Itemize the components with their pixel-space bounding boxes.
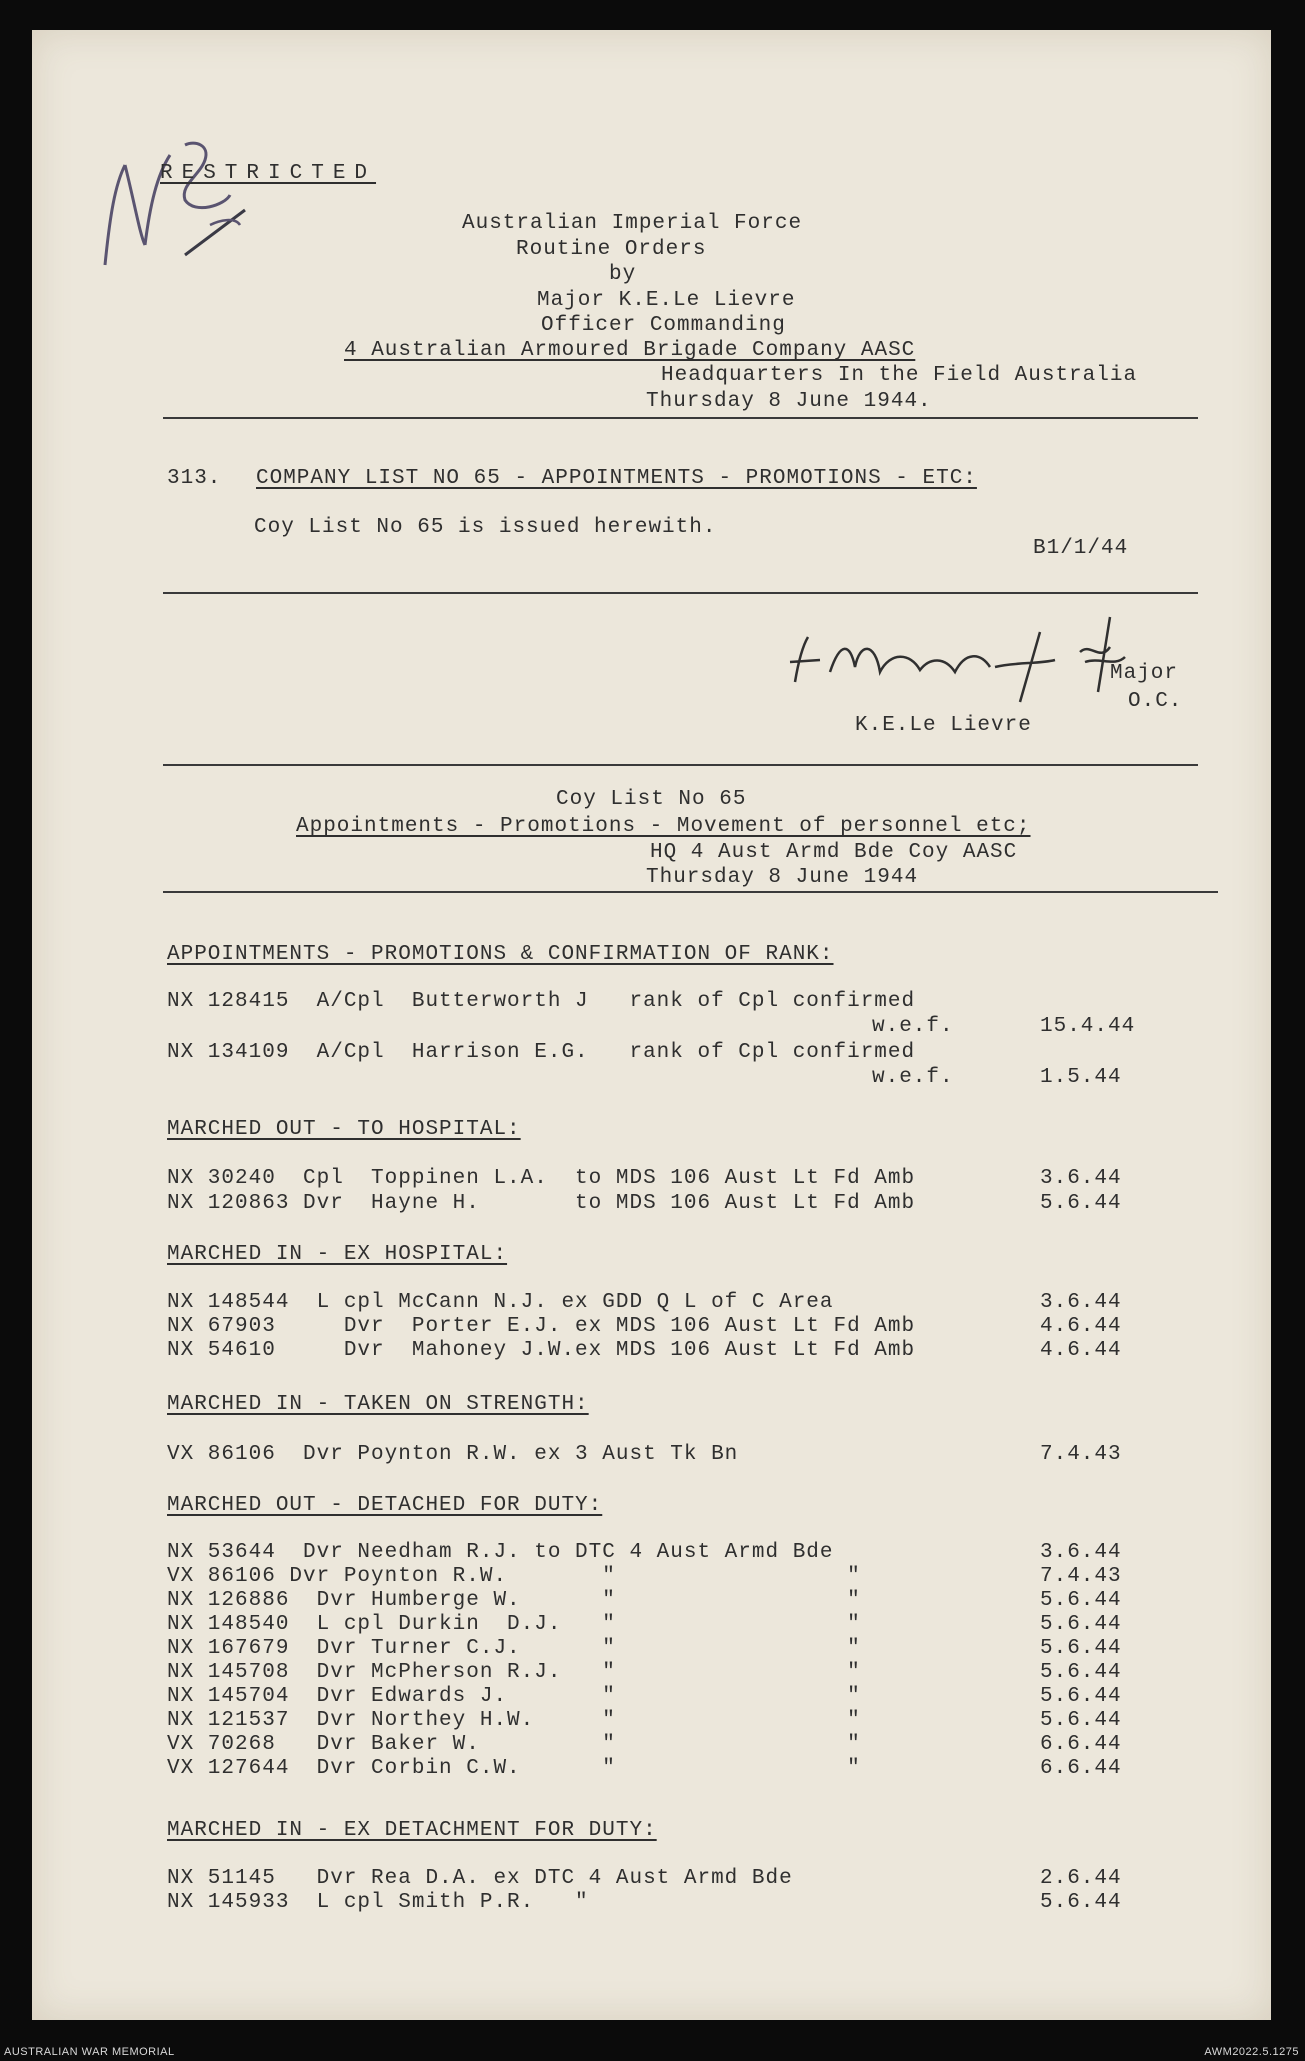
header-line-7: Headquarters In the Field Australia [661, 364, 1138, 387]
section-title-marched-in-strength: MARCHED IN - TAKEN ON STRENGTH: [167, 1393, 589, 1416]
table-row: NX 145933 L cpl Smith P.R. " [167, 1891, 589, 1914]
header-line-4: Major K.E.Le Lievre [537, 289, 796, 312]
signature-name: K.E.Le Lievre [855, 714, 1032, 737]
list-date: Thursday 8 June 1944 [646, 866, 919, 889]
section-title-marched-out-detached: MARCHED OUT - DETACHED FOR DUTY: [167, 1494, 603, 1517]
section-title-marched-in-detachment: MARCHED IN - EX DETACHMENT FOR DUTY: [167, 1819, 657, 1842]
footer-reference: AWM2022.5.1275 [1204, 2046, 1299, 2058]
list-title: Coy List No 65 [556, 788, 747, 811]
table-row-date: 7.4.43 [1040, 1565, 1122, 1588]
table-row-sub: w.e.f. [872, 1015, 954, 1038]
footer-source: AUSTRALIAN WAR MEMORIAL [4, 2046, 175, 2058]
table-row: NX 67903 Dvr Porter E.J. ex MDS 106 Aust Lt Fd Amb [167, 1315, 916, 1338]
table-row: VX 127644 Dvr Corbin C.W. " " [167, 1757, 861, 1780]
divider-2 [163, 592, 1198, 594]
table-row-date: 5.6.44 [1040, 1589, 1122, 1612]
table-row: NX 126886 Dvr Humberge W. " " [167, 1589, 861, 1612]
table-row: NX 148544 L cpl McCann N.J. ex GDD Q L of C Area [167, 1291, 834, 1314]
divider-4 [163, 891, 1218, 893]
table-row: NX 148540 L cpl Durkin D.J. " " [167, 1613, 861, 1636]
table-row-date: 5.6.44 [1040, 1192, 1122, 1215]
table-row-date: 1.5.44 [1040, 1066, 1122, 1089]
table-row-date: 5.6.44 [1040, 1637, 1122, 1660]
table-row-date: 5.6.44 [1040, 1613, 1122, 1636]
table-row: NX 145704 Dvr Edwards J. " " [167, 1685, 861, 1708]
signature-role: O.C. [1128, 690, 1183, 713]
table-row-sub: w.e.f. [872, 1066, 954, 1089]
list-unit: HQ 4 Aust Armd Bde Coy AASC [650, 841, 1018, 864]
signature [780, 612, 1160, 712]
table-row: NX 145708 Dvr McPherson R.J. " " [167, 1661, 861, 1684]
table-row-date: 2.6.44 [1040, 1867, 1122, 1890]
table-row-date: 15.4.44 [1040, 1015, 1136, 1038]
header-line-5: Officer Commanding [541, 314, 786, 337]
table-row-date: 3.6.44 [1040, 1167, 1122, 1190]
table-row-date: 5.6.44 [1040, 1661, 1122, 1684]
table-row: VX 86106 Dvr Poynton R.W. ex 3 Aust Tk Bn [167, 1443, 739, 1466]
table-row: NX 53644 Dvr Needham R.J. to DTC 4 Aust Armd Bde [167, 1541, 834, 1564]
divider-1 [163, 417, 1198, 419]
table-row: NX 51145 Dvr Rea D.A. ex DTC 4 Aust Armd Bde [167, 1867, 793, 1890]
divider-3 [163, 764, 1198, 766]
item-number: 313. [167, 467, 222, 490]
header-line-2: Routine Orders [516, 238, 707, 261]
signature-rank: Major [1110, 662, 1179, 685]
table-row: NX 128415 A/Cpl Butterworth J rank of Cpl confirmed [167, 990, 916, 1013]
section-title-marched-out-hospital: MARCHED OUT - TO HOSPITAL: [167, 1118, 521, 1141]
section-title-appointments: APPOINTMENTS - PROMOTIONS & CONFIRMATION OF RANK: [167, 943, 834, 966]
item-ref: B1/1/44 [1033, 537, 1129, 560]
table-row-date: 6.6.44 [1040, 1757, 1122, 1780]
header-line-8: Thursday 8 June 1944. [646, 390, 932, 413]
table-row: NX 54610 Dvr Mahoney J.W.ex MDS 106 Aust Lt Fd Amb [167, 1339, 916, 1362]
header-line-1: Australian Imperial Force [462, 212, 803, 235]
list-subtitle: Appointments - Promotions - Movement of personnel etc; [296, 815, 1031, 838]
table-row-date: 7.4.43 [1040, 1443, 1122, 1466]
table-row-date: 5.6.44 [1040, 1685, 1122, 1708]
table-row-date: 4.6.44 [1040, 1339, 1122, 1362]
table-row-date: 5.6.44 [1040, 1891, 1122, 1914]
table-row-date: 4.6.44 [1040, 1315, 1122, 1338]
handwritten-initials [85, 125, 285, 295]
table-row-date: 3.6.44 [1040, 1291, 1122, 1314]
table-row: NX 167679 Dvr Turner C.J. " " [167, 1637, 861, 1660]
table-row-date: 5.6.44 [1040, 1709, 1122, 1732]
header-line-6: 4 Australian Armoured Brigade Company AASC [344, 339, 916, 362]
table-row: NX 134109 A/Cpl Harrison E.G. rank of Cpl confirmed [167, 1041, 916, 1064]
classification: RESTRICTED [160, 162, 377, 185]
table-row: VX 86106 Dvr Poynton R.W. " " [167, 1565, 861, 1588]
table-row: NX 120863 Dvr Hayne H. to MDS 106 Aust Lt Fd Amb [167, 1192, 916, 1215]
table-row: VX 70268 Dvr Baker W. " " [167, 1733, 861, 1756]
table-row-date: 6.6.44 [1040, 1733, 1122, 1756]
item-heading: COMPANY LIST NO 65 - APPOINTMENTS - PROMOTIONS - ETC: [256, 467, 977, 490]
section-title-marched-in-hospital: MARCHED IN - EX HOSPITAL: [167, 1243, 508, 1266]
table-row: NX 121537 Dvr Northey H.W. " " [167, 1709, 861, 1732]
table-row: NX 30240 Cpl Toppinen L.A. to MDS 106 Aust Lt Fd Amb [167, 1167, 916, 1190]
item-body: Coy List No 65 is issued herewith. [254, 516, 717, 539]
header-line-3: by [609, 263, 637, 286]
table-row-date: 3.6.44 [1040, 1541, 1122, 1564]
